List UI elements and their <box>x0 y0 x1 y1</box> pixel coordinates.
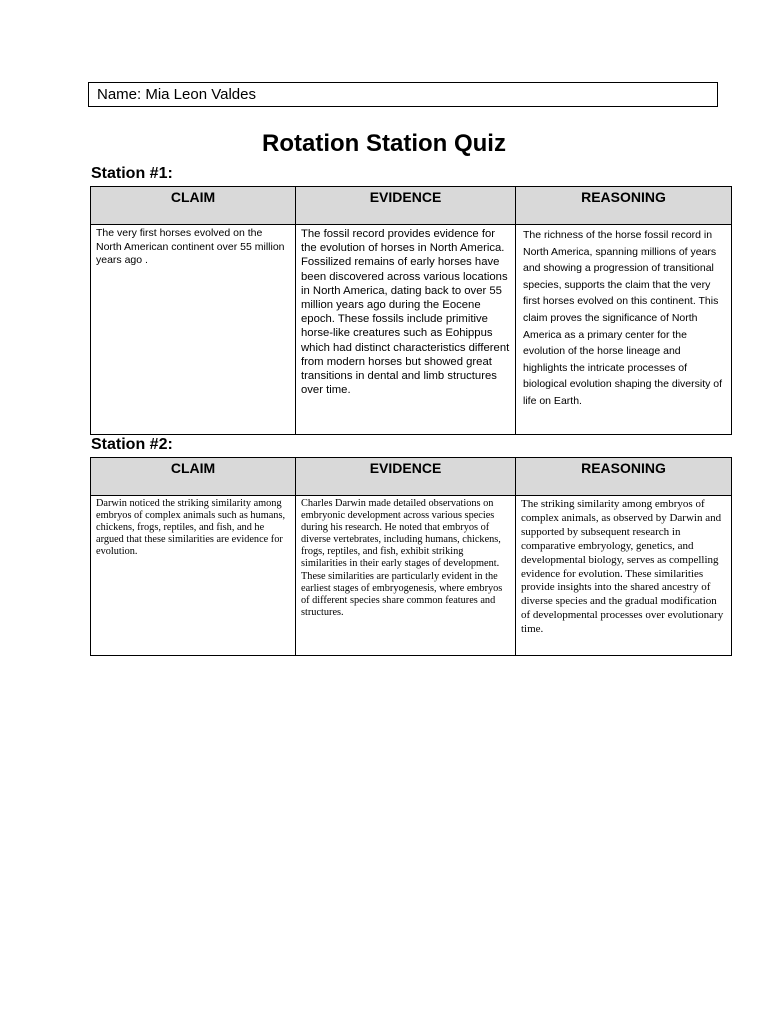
station-1-claim-cell[interactable]: The very first horses evolved on the North American continent over 55 million years ago . <box>91 225 296 435</box>
station-2-header-row <box>91 458 732 496</box>
station-2-answer-row <box>91 496 732 656</box>
station-2-heading: Station #2: <box>91 436 173 453</box>
reasoning-header: REASONING <box>516 458 732 496</box>
station-2-claim-cell[interactable]: Darwin noticed the striking similarity among embryos of complex animals such as humans, chickens, frogs, reptiles, and fish, and he argued that these similarities are evidence for evolution. <box>91 496 296 656</box>
station-1-header-row <box>91 187 732 225</box>
name-field[interactable]: Name: Mia Leon Valdes <box>88 82 718 107</box>
evidence-header: EVIDENCE <box>296 458 516 496</box>
reasoning-header: REASONING <box>516 187 732 225</box>
claim-header: CLAIM <box>91 187 296 225</box>
evidence-header: EVIDENCE <box>296 187 516 225</box>
station-1-evidence-cell[interactable]: The fossil record provides evidence for the evolution of horses in North America. Fossilized remains of early horses have been discovered across various locations in North America, dating back to over 55 million years ago during the Eocene epoch. These fossils include primitive horse-like creatures such as Eohippus which had distinct characteristics different from modern horses but showed great transitions in dental and limb structures over time. <box>296 225 516 435</box>
station-1-heading: Station #1: <box>91 165 173 182</box>
claim-header: CLAIM <box>91 458 296 496</box>
page-title: Rotation Station Quiz <box>262 130 506 157</box>
station-2-reasoning-cell[interactable]: The striking similarity among embryos of complex animals, as observed by Darwin and supported by subsequent research in comparative embryology, genetics, and developmental biology, serves as compelling evidence for evolution. These similarities provide insights into the shared ancestry of diverse species and the gradual modification of developmental processes over evolutionary time. <box>516 496 732 656</box>
station-2-evidence-cell[interactable]: Charles Darwin made detailed observations on embryonic development across various species during his research. He noted that embryos of diverse vertebrates, including humans, chickens, frogs, reptiles, and fish, exhibit striking similarities in their early stages of development. These similarities are particularly evident in the earliest stages of embryogenesis, where embryos of different species share common features and structures. <box>296 496 516 656</box>
station-2-table <box>90 457 732 656</box>
station-1-table <box>90 186 732 435</box>
station-1-reasoning-cell[interactable]: The richness of the horse fossil record in North America, spanning millions of years and showing a progression of transitional species, supports the claim that the very first horses evolved on this continent. This claim proves the significance of North America as a primary center for the evolution of the horse lineage and highlights the intricate processes of biological evolution shaping the diversity of life on Earth. <box>516 225 732 435</box>
station-1-answer-row <box>91 225 732 435</box>
